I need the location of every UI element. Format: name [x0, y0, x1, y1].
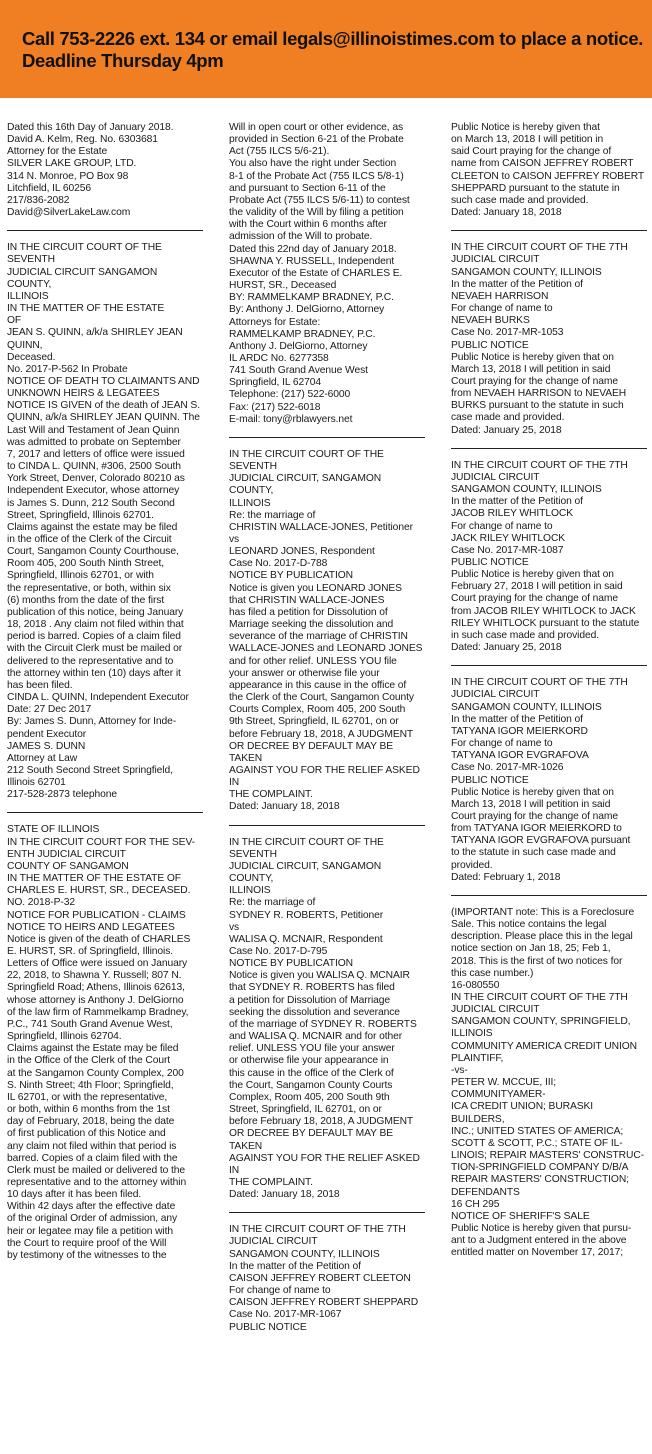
notice-text: Dated this 16th Day of January 2018. David A. Kelm, Reg. No. 6303681 Attorney for the Estate SILVER LAKE GROUP, LTD. 314 N. Monroe, PO Box 98 Litchfield, IL 60256 217/836-2082 David@SilverLakeLaw.com: [7, 122, 174, 219]
divider: [229, 825, 425, 826]
column-3: [451, 122, 647, 1259]
notice-text: IN THE CIRCUIT COURT OF THE SEVENTH JUDICIAL CIRCUIT SANGAMON COUNTY, ILLINOIS IN THE MATTER OF THE ESTATE OF JEAN S. QUINN, a/k/a SHIRLEY JEAN QUINN, Deceased. No. 2017-P-562 In Probate NOTICE OF DEATH TO CLAIMANTS AND UNKNOWN HEIRS & LEGATEES NOTICE IS GIVEN of the death of JEAN S. QUINN, a/k/a SHIRLEY JEAN QUINN. The Last Will and Testament of Jean Quinn was admitted to probate on September 7, 2017 and letters of office were issued to CINDA L. QUINN, #306, 2500 South York Street, Denver, Colorado 80210 as Independent Executor, whose attorney is James S. Dunn, 212 South Second Street, Springfield, Illinois 62701. Claims against the estate may be filed in the office of the Clerk of the Circuit Court, Sangamon County Courthouse, Room 405, 200 South Ninth Street, Springfield, Illinois 62701, or with the representative, or both, within six (6) months from the date of the first publication of this notice, being January 18, 2018 . Any claim not filed within that period is barred. Copies of a claim filed with the Circuit Clerk must be mailed or delivered to the representative and to the attorney within ten (10) days after it has been filed. CINDA L. QUINN, Independent Executor Date: 27 Dec 2017 By: James S. Dunn, Attorney for Inde- pendent Executor JAMES S. DUNN Attorney at Law 212 South Second Street Springfield, Illinois 62701 217-528-2873 telephone: [7, 242, 200, 801]
divider: [451, 665, 647, 666]
notice-text: STATE OF ILLINOIS IN THE CIRCUIT COURT FOR THE SEV- ENTH JUDICIAL CIRCUIT COUNTY OF SANGAMON IN THE MATTER OF THE ESTATE OF CHARLES E. HURST, SR., DECEASED. NO. 2018-P-32 NOTICE FOR PUBLICATION - CLAIMS NOTICE TO HEIRS AND LEGATEES Notice is given of the death of CHARLES E. HURST, SR. of Springfield, Illinois. Letters of Office were issued on January 22, 2018, to Shawna Y. Russell; 807 N. Springfield Road; Athens, Illinois 62613, whose attorney is Anthony J. DelGiorno of the law firm of Rammelkamp Bradney, P.C., 741 South Grand Avenue West, Springfield, Illinois 62704. Claims against the Estate may be filed in the Office of the Clerk of the Court at the Sangamon County Complex, 200 S. Ninth Street; 4th Floor; Springfield, IL 62701, or with the representative, or both, within 6 months from the 1st day of February, 2018, being the date of first publication of this Notice and any claim not filed within that period is barred. Copies of a claim filed with the Clerk must be mailed or delivered to the representative and to the attorney within 10 days after it has been filed. Within 42 days after the effective date of the original Order of admission, any heir or legatee may file a petition with the Court to require proof of the Will by testimony of the witnesses to the: [7, 824, 195, 1261]
divider: [7, 812, 203, 813]
divider: [451, 230, 647, 231]
notice-text: IN THE CIRCUIT COURT OF THE SEVENTH JUDICIAL CIRCUIT, SANGAMON COUNTY, ILLINOIS Re: the marriage of CHRISTIN WALLACE-JONES, Petitioner vs LEONARD JONES, Respondent Case No. 2017-D-788 NOTICE BY PUBLICATION Notice is given you LEONARD JONES that CHRISTIN WALLACE-JONES has filed a petition for Dissolution of Marriage seeking the dissolution and severance of the marriage of CHRISTIN WALLACE-JONES and LEONARD JONES and for other relief. UNLESS YOU file your answer or otherwise file your appearance in this cause in the office of the Clerk of the Court, Sangamon County Courts Complex, Room 405, 200 South 9th Street, Springfield, IL 62701, on or before February 18, 2018, A JUDGMENT OR DECREE BY DEFAULT MAY BE TAKEN AGAINST YOU FOR THE RELIEF ASKED IN THE COMPLAINT. Dated: January 18, 2018: [229, 448, 423, 813]
notice-text: IN THE CIRCUIT COURT OF THE 7TH JUDICIAL CIRCUIT SANGAMON COUNTY, ILLINOIS In the matter of the Petition of CAISON JEFFREY ROBERT CLEETON For change of name to CAISON JEFFREY ROBERT SHEPPARD Case No. 2017-MR-1067 PUBLIC NOTICE: [229, 1224, 419, 1333]
notice-banner: [0, 0, 652, 98]
notice-text: IN THE CIRCUIT COURT OF THE 7TH JUDICIAL CIRCUIT SANGAMON COUNTY, ILLINOIS In the matter of the Petition of JACOB RILEY WHITLOCK For change of name to JACK RILEY WHITLOCK Case No. 2017-MR-1087 PUBLIC NOTICE Public Notice is hereby given that on February 27, 2018 I will petition in said Court praying for the change of name from JACOB RILEY WHITLOCK to JACK RILEY WHITLOCK pursuant to the statute in such case made and provided. Dated: January 25, 2018: [451, 459, 640, 654]
divider: [229, 1212, 425, 1213]
divider: [451, 448, 647, 449]
notice-text: (IMPORTANT note: This is a Foreclosure Sale. This notice contains the legal description. Please place this in the legal notice section on Jan 18, 25; Feb 1, 2018. This is the first of two notices for this case number.) 16-080550 IN THE CIRCUIT COURT OF THE 7TH JUDICIAL CIRCUIT SANGAMON COUNTY, SPRINGFIELD, ILLINOIS COMMUNITY AMERICA CREDIT UNION PLAINTIFF, -vs- PETER W. MCCUE, III; COMMUNITYAMER- ICA CREDIT UNION; BURASKI BUILDERS, INC.; UNITED STATES OF AMERICA; SCOTT & SCOTT, P.C.; STATE OF IL- LINOIS; REPAIR MASTERS' CONSTRUC- TION-SPRINGFIELD COMPANY D/B/A REPAIR MASTERS' CONSTRUCTION; DEFENDANTS 16 CH 295 NOTICE OF SHERIFF'S SALE Public Notice is hereby given that pursu- ant to a Judgment entered in the above entitled matter on November 17, 2017;: [451, 906, 644, 1259]
notice-text: IN THE CIRCUIT COURT OF THE 7TH JUDICIAL CIRCUIT SANGAMON COUNTY, ILLINOIS In the matter of the Petition of NEVAEH HARRISON For change of name to NEVAEH BURKS Case No. 2017-MR-1053 PUBLIC NOTICE Public Notice is hereby given that on March 13, 2018 I will petition in said Court praying for the change of name from NEVAEH HARRISON to NEVAEH BURKS pursuant to the statute in such case made and provided. Dated: January 25, 2018: [451, 242, 628, 436]
notice-text: IN THE CIRCUIT COURT OF THE 7TH JUDICIAL CIRCUIT SANGAMON COUNTY, ILLINOIS In the matter of the Petition of TATYANA IGOR MEIERKORD For change of name to TATYANA IGOR EVGRAFOVA Case No. 2017-MR-1026 PUBLIC NOTICE Public Notice is hereby given that on March 13, 2018 I will petition in said Court praying for the change of name from TATYANA IGOR MEIERKORD to TATYANA IGOR EVGRAFOVA pursuant to the statute in such case made and provided. Dated: February 1, 2018: [451, 677, 631, 883]
column-2: [229, 122, 425, 1334]
legal-notices-columns: [0, 98, 652, 1454]
notice-text: IN THE CIRCUIT COURT OF THE SEVENTH JUDICIAL CIRCUIT, SANGAMON COUNTY, ILLINOIS Re: the marriage of SYDNEY R. ROBERTS, Petitioner vs WALISA Q. MCNAIR, Respondent Case No. 2017-D-795 NOTICE BY PUBLICATION Notice is given you WALISA Q. MCNAIR that SYDNEY R. ROBERTS has filed a petition for Dissolution of Marriage seeking the dissolution and severance of the marriage of SYDNEY R. ROBERTS and WALISA Q. MCNAIR and for other relief. UNLESS YOU file your answer or otherwise file your appearance in this cause in the office of the Clerk of the Court, Sangamon County Courts Complex, Room 405, 200 South 9th Street, Springfield, IL 62701, on or before February 18, 2018, A JUDGMENT OR DECREE BY DEFAULT MAY BE TAKEN AGAINST YOU FOR THE RELIEF ASKED IN THE COMPLAINT. Dated: January 18, 2018: [229, 836, 420, 1201]
notice-text: Will in open court or other evidence, as provided in Section 6-21 of the Probate Act (755 ILCS 5/6-21). You also have the right under Section 8-1 of the Probate Act (755 ILCS 5/8-1) and pursuant to Section 6-11 of the Probate Act (755 ILCS 5/6-11) to contest the validity of the Will by filing a petition with the Court within 6 months after admission of the Will to probate. Dated this 22nd day of January 2018. SHAWNA Y. RUSSELL, Independent Executor of the Estate of CHARLES E. HURST, SR., Deceased BY: RAMMELKAMP BRADNEY, P.C. By: Anthony J. DelGiorno, Attorney Attorneys for Estate: RAMMELKAMP BRADNEY, P.C. Anthony J. DelGiorno, Attorney IL ARDC No. 6277358 741 South Grand Avenue West Springfield, IL 62704 Telephone: (217) 522-6000 Fax: (217) 522-6018 E-mail: tony@rblawyers.net: [229, 122, 410, 425]
column-1: [7, 122, 203, 1262]
divider: [451, 895, 647, 896]
notice-text: Public Notice is hereby given that on March 13, 2018 I will petition in said Court praying for the change of name from CAISON JEFFREY ROBERT CLEETON to CAISON JEFFREY ROBERT SHEPPARD pursuant to the statute in such case made and provided. Dated: January 18, 2018: [451, 122, 645, 219]
divider: [7, 230, 203, 231]
banner-deadline-line: Deadline Thursday 4pm: [22, 50, 224, 71]
divider: [229, 437, 425, 438]
banner-contact-line: Call 753-2226 ext. 134 or email legals@illinoistimes.com to place a notice.: [22, 28, 644, 49]
